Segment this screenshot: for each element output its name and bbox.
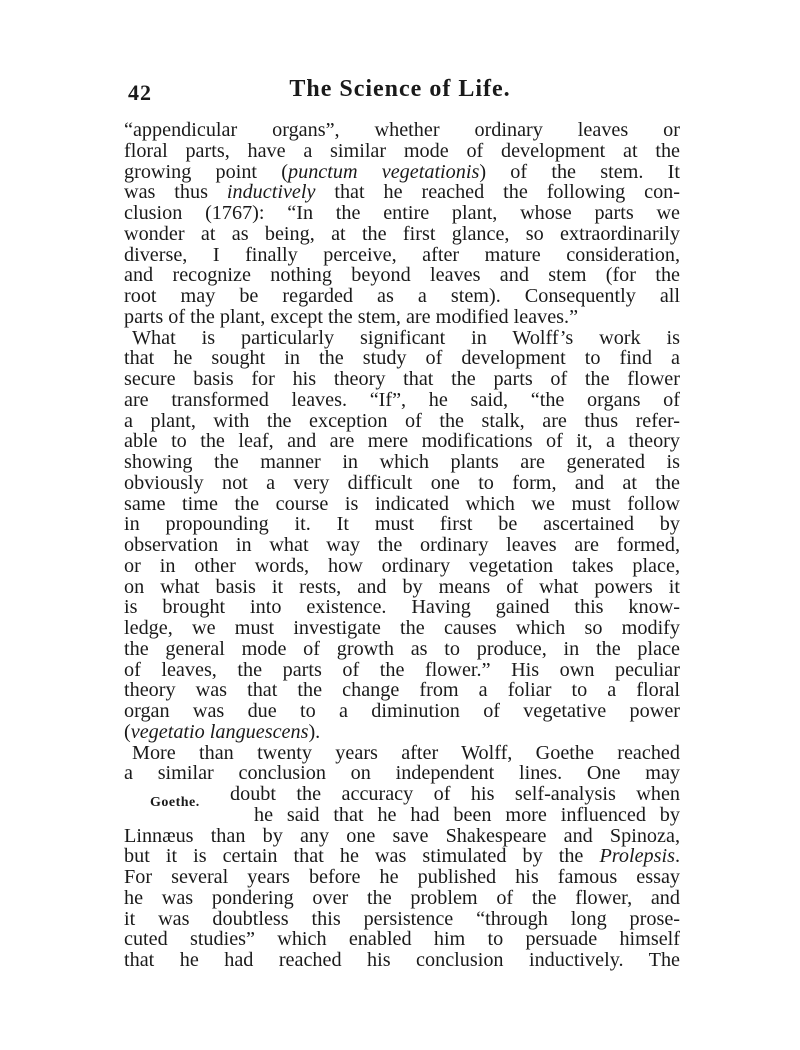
text-line: wonder at as being, at the first glance, so extraordinarily	[124, 222, 680, 245]
text-line: parts of the plant, except the stem, are modified leaves.”	[124, 305, 579, 328]
text-line: floral parts, have a similar mode of development at the	[124, 139, 680, 162]
margin-note: Goethe.	[150, 795, 200, 810]
page-number: 42	[128, 80, 152, 105]
text-line: What is particularly significant in Wolff’s work is	[132, 326, 680, 349]
text-line: or in other words, how ordinary vegetation takes place,	[124, 554, 680, 577]
text-line: For several years before he published his famous essay	[124, 866, 680, 888]
text-line: are transformed leaves. “If”, he said, “the organs of	[124, 388, 680, 411]
text-line: clusion (1767): “In the entire plant, whose parts we	[124, 202, 680, 224]
text-line: it was doubtless this persistence “through long prose-	[124, 907, 680, 930]
text-line: and recognize nothing beyond leaves and stem (for the	[124, 264, 680, 287]
body-text	[124, 120, 680, 971]
text-line: Linnæus than by any one save Shakespeare and Spinoza,	[124, 824, 680, 847]
text-line: that he had reached his conclusion inductively. The	[124, 949, 680, 971]
text-line: of leaves, the parts of the flower.” His own peculiar	[124, 658, 680, 681]
text-line: the general mode of growth as to produce, in the place	[124, 637, 680, 660]
text-line: he was pondering over the problem of the flower, and	[124, 886, 680, 909]
text-line: doubt the accuracy of his self-analysis when	[230, 783, 680, 805]
text-line: ledge, we must investigate the causes which so modify	[124, 617, 680, 639]
text-line: (vegetatio languescens).	[124, 720, 321, 743]
text-line: root may be regarded as a stem). Consequently all	[124, 285, 680, 307]
text-line: but it is certain that he was stimulated by the Prolepsis.	[124, 845, 680, 868]
text-line: growing point (punctum vegetationis) of the stem. It	[124, 160, 680, 183]
text-line: a similar conclusion on independent lines. One may	[124, 762, 680, 785]
text-line: cuted studies” which enabled him to persuade himself	[124, 928, 680, 951]
running-title: The Science of Life.	[289, 76, 511, 102]
text-line: is brought into existence. Having gained this know-	[124, 596, 680, 619]
text-line: “appendicular organs”, whether ordinary leaves or	[124, 119, 680, 141]
text-line: he said that he had been more influenced by	[254, 803, 680, 826]
text-line: organ was due to a diminution of vegetative power	[124, 700, 680, 722]
text-line: same time the course is indicated which we must follow	[124, 492, 680, 515]
text-line: theory was that the change from a foliar to a floral	[124, 679, 680, 702]
text-line: secure basis for his theory that the parts of the flower	[124, 368, 680, 390]
text-line: More than twenty years after Wolff, Goethe reached	[132, 741, 680, 764]
text-line: was thus inductively that he reached the following con-	[124, 181, 680, 204]
text-line: diverse, I finally perceive, after mature consideration,	[124, 243, 680, 266]
text-line: observation in what way the ordinary leaves are formed,	[124, 534, 680, 556]
text-line: obviously not a very difficult one to form, and at the	[124, 471, 680, 494]
text-line: in propounding it. It must first be ascertained by	[124, 513, 680, 536]
text-line: able to the leaf, and are mere modifications of it, a theory	[124, 430, 680, 453]
text-line: on what basis it rests, and by means of what powers it	[124, 575, 680, 598]
text-line: showing the manner in which plants are generated is	[124, 451, 680, 473]
text-line: a plant, with the exception of the stalk, are thus refer-	[124, 409, 680, 432]
text-line: that he sought in the study of development to find a	[124, 347, 680, 370]
